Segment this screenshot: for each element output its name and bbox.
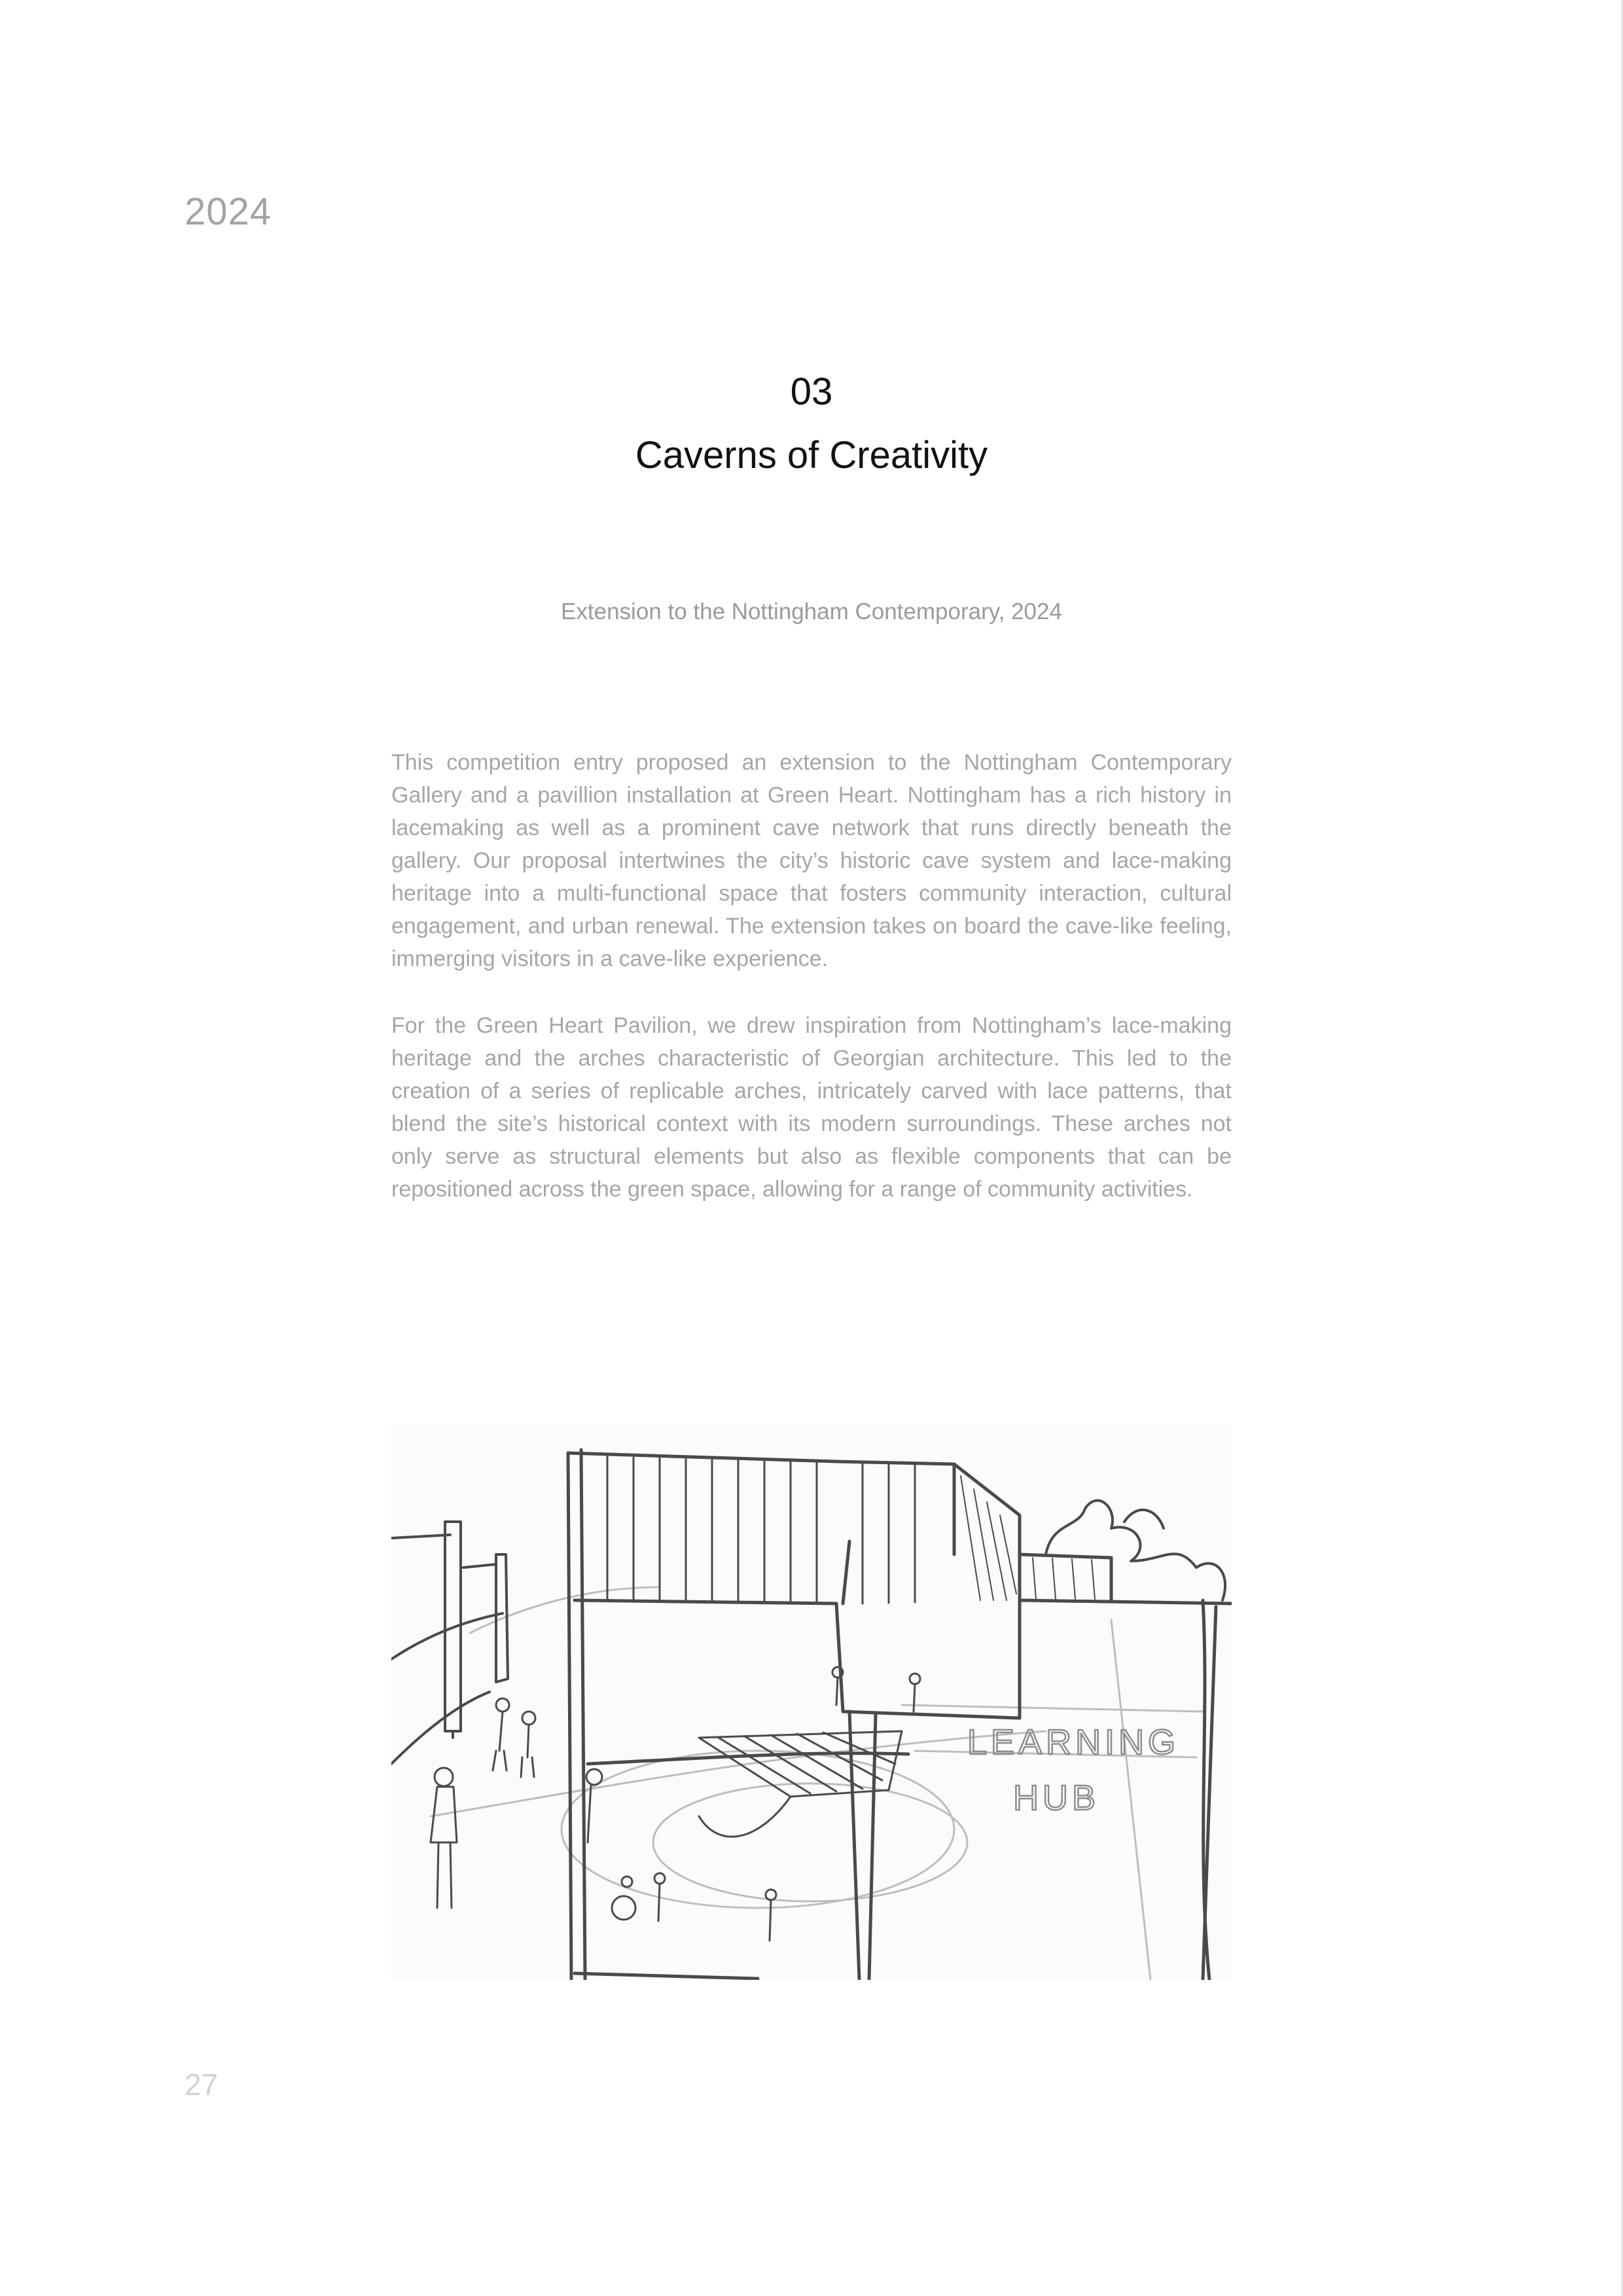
building-sketch-image — [391, 1424, 1232, 1980]
paragraph-extension: This competition entry proposed an extension to the Nottingham Contemporary Gallery and a pavillion installation at Green Heart. Nottingham has a rich history in lacemaking as well as a prominent cave network that runs directly beneath the gallery. Our proposal intertwines the city’s historic cave system and lace-making heritage into a multi-functional space that fosters community interaction, cultural engagement, and urban renewal. The extension takes on board the cave-like feeling, immerging visitors in a cave-like experience. — [391, 750, 1232, 971]
page-number: 27 — [185, 2068, 219, 2102]
sketch-label-learning: LEARNING — [967, 1723, 1180, 1762]
header-year: 2024 — [185, 190, 272, 233]
sketch-label-hub: HUB — [1013, 1778, 1100, 1818]
paragraph-pavilion: For the Green Heart Pavilion, we drew inspiration from Nottingham’s lace-making heritage and the arches characteristic of Georgian architecture. This led to the creation of a series of replicable arches, intricately carved with lace patterns, that blend the site’s historical context with its modern surroundings. These arches not only serve as structural elements but also as flexible components that can be repositioned across the green space, allowing for a range of community activities. — [391, 1013, 1232, 1202]
project-number: 03 — [790, 370, 833, 413]
project-subtitle: Extension to the Nottingham Contemporary, 2024 — [561, 599, 1062, 624]
project-title: Caverns of Creativity — [635, 434, 988, 476]
project-description — [391, 746, 1232, 1240]
